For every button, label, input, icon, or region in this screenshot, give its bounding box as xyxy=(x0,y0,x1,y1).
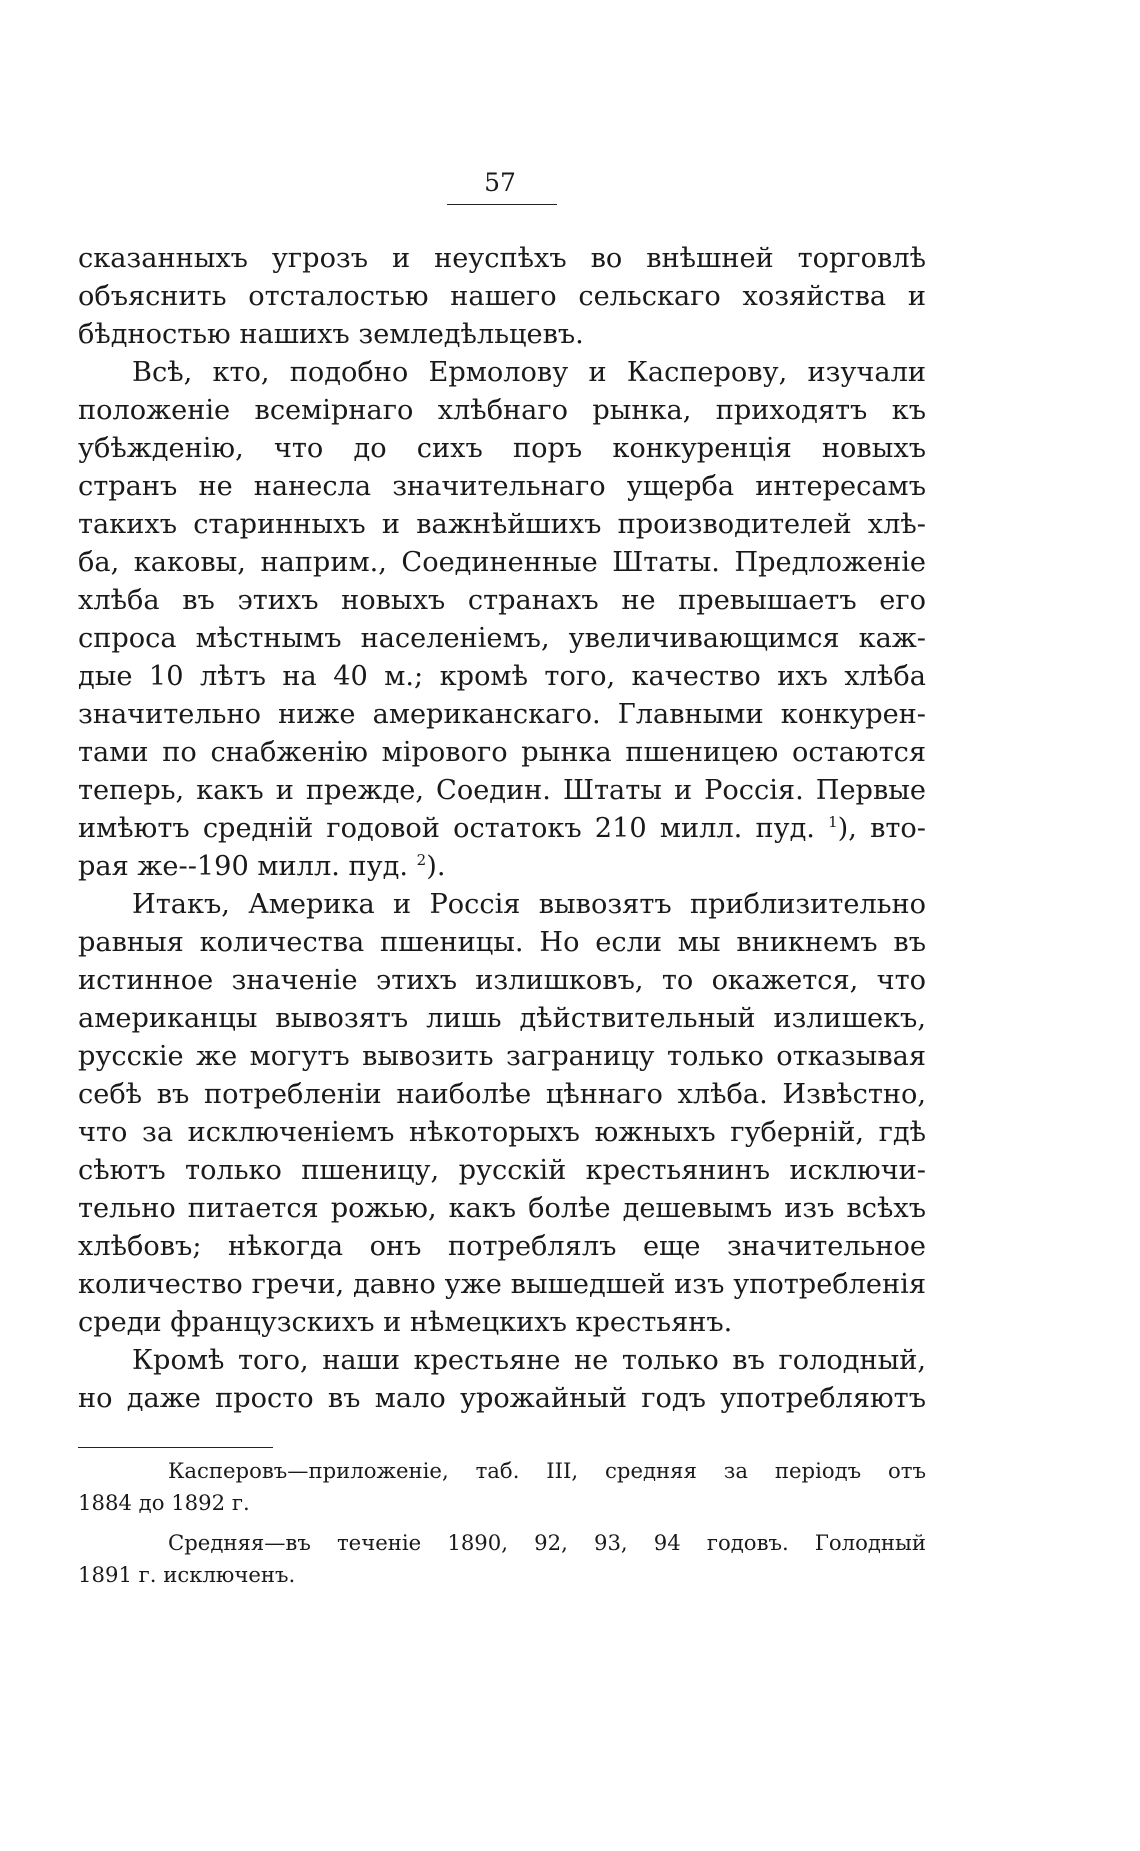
text-line: сѣютъ только пшеницу, русскій крестьянинъ исключи- xyxy=(78,1155,926,1186)
footnote-2 xyxy=(78,1527,926,1591)
text-line: Всѣ, кто, подобно Ермолову и Касперову, изучали xyxy=(132,357,926,388)
page-number-rule xyxy=(447,204,557,205)
text-line: убѣжденію, что до сихъ поръ конкуренція новыхъ xyxy=(78,433,926,464)
page-number: 57 xyxy=(484,168,516,197)
text-line: американцы вывозятъ лишь дѣйствительный излишекъ, xyxy=(78,1003,926,1034)
text-line: количество гречи, давно уже вышедшей изъ употребленія xyxy=(78,1269,926,1300)
text-line: но даже просто въ мало урожайный годъ употребляютъ xyxy=(78,1383,926,1414)
footnote-line: Средняя—въ теченіе 1890, 92, 93, 94 годовъ. Голодный xyxy=(168,1530,926,1555)
text-line: такихъ старинныхъ и важнѣйшихъ производителей хлѣ- xyxy=(78,509,926,540)
footnote-line: Касперовъ—приложеніе, таб. III, средняя за періодъ отъ xyxy=(168,1458,926,1483)
text-line: теперь, какъ и прежде, Соедин. Штаты и Россія. Первые xyxy=(78,775,926,806)
text-line: хлѣба въ этихъ новыхъ странахъ не превышаетъ его xyxy=(78,585,926,616)
text-line: положеніе всемірнаго хлѣбнаго рынка, приходятъ къ xyxy=(78,395,926,426)
text-line: спроса мѣстнымъ населеніемъ, увеличивающимся каж- xyxy=(78,623,926,654)
text-line: значительно ниже американскаго. Главными конкурен- xyxy=(78,699,926,730)
footnote-rule xyxy=(78,1447,273,1448)
footnote-1 xyxy=(78,1455,926,1519)
text-line: сказанныхъ угрозъ и неуспѣхъ во внѣшней торговлѣ xyxy=(78,243,926,274)
text-line: что за исключеніемъ нѣкоторыхъ южныхъ губерній, гдѣ xyxy=(78,1117,926,1148)
body-text xyxy=(78,240,926,1418)
line-segment: ). xyxy=(426,851,446,882)
footnote-line: 1884 до 1892 г. xyxy=(78,1490,250,1515)
text-line: тельно питается рожью, какъ болѣе дешевымъ изъ всѣхъ xyxy=(78,1193,926,1224)
text-line: русскіе же могутъ вывозить заграницу только отказывая xyxy=(78,1041,926,1072)
text-line: истинное значеніе этихъ излишковъ, то окажется, что xyxy=(78,965,926,996)
line-segment: ), вто- xyxy=(837,813,926,844)
footnote-line: 1891 г. исключенъ. xyxy=(78,1562,296,1587)
text-line: себѣ въ потребленіи наиболѣе цѣннаго хлѣба. Извѣстно, xyxy=(78,1079,926,1110)
text-line: равныя количества пшеницы. Но если мы вникнемъ въ xyxy=(78,927,926,958)
line-segment: имѣютъ средній годовой остатокъ 210 милл. пуд. xyxy=(78,813,815,844)
text-line: Итакъ, Америка и Россія вывозятъ приблизительно xyxy=(132,889,926,920)
text-line: тами по снабженію мірового рынка пшеницею остаются xyxy=(78,737,926,768)
text-line-with-footnote xyxy=(78,848,926,886)
text-line-with-footnote xyxy=(78,810,926,848)
footnote-ref-1: 1 xyxy=(828,813,838,831)
text-line: хлѣбовъ; нѣкогда онъ потреблялъ еще значительное xyxy=(78,1231,926,1262)
text-line: странъ не нанесла значительнаго ущерба интересамъ xyxy=(78,471,926,502)
text-line: объяснить отсталостью нашего сельскаго хозяйства и xyxy=(78,281,926,312)
line-segment: рая же--190 милл. пуд. xyxy=(78,851,409,882)
footnotes xyxy=(78,1455,926,1599)
text-line: ба, каковы, наприм., Соединенные Штаты. Предложеніе xyxy=(78,547,926,578)
text-line: среди французскихъ и нѣмецкихъ крестьянъ. xyxy=(78,1307,733,1338)
text-line: Кромѣ того, наши крестьяне не только въ голодный, xyxy=(132,1345,926,1376)
text-line: бѣдностью нашихъ земледѣльцевъ. xyxy=(78,319,584,350)
text-line: дые 10 лѣтъ на 40 м.; кромѣ того, качество ихъ хлѣба xyxy=(78,661,926,692)
footnote-ref-2: 2 xyxy=(416,851,427,869)
